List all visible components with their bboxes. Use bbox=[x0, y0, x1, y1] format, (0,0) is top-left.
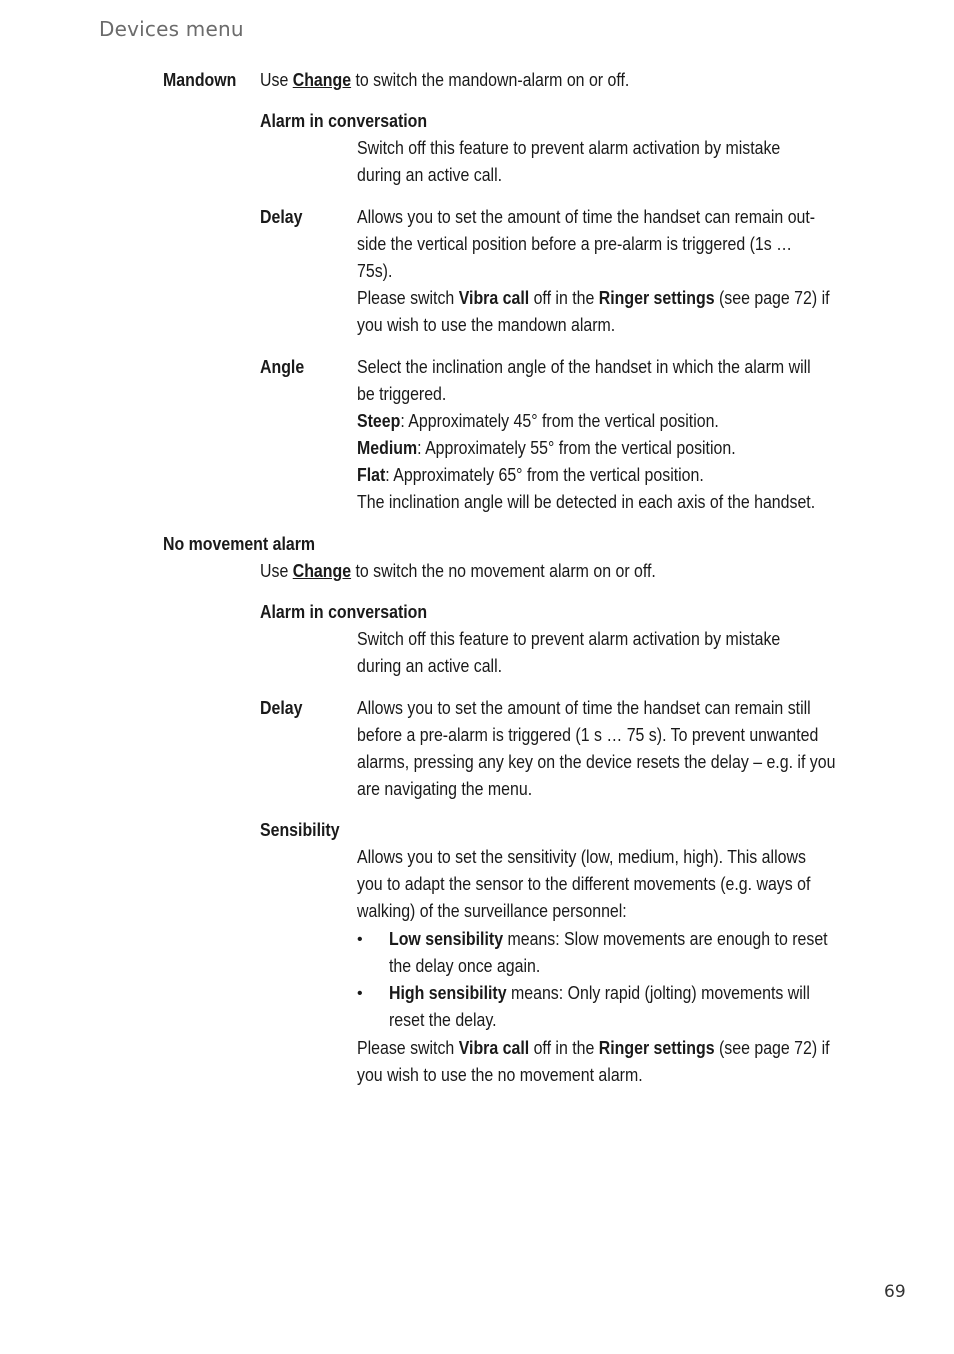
angle-medium bbox=[357, 434, 736, 461]
no-movement-intro bbox=[260, 557, 656, 584]
change-softkey: Change bbox=[292, 69, 352, 90]
angle-steep bbox=[357, 407, 719, 434]
high-sensibility-item bbox=[389, 979, 810, 1006]
flat-text: : Approximately 65° from the vertical position. bbox=[385, 464, 704, 485]
intro-use: Use bbox=[260, 69, 293, 90]
paragraph-line: during an active call. bbox=[357, 164, 503, 185]
paragraph-line: Allows you to set the amount of time the handset can remain out- bbox=[357, 206, 816, 227]
sensibility-label: Sensibility bbox=[260, 819, 340, 840]
ringer-note bbox=[357, 284, 830, 311]
low-sensibility-text: means: Slow movements are enough to reset bbox=[503, 928, 828, 949]
note-text: (see page 72) if bbox=[714, 1037, 830, 1058]
high-sensibility-term: High sensibility bbox=[389, 982, 507, 1003]
paragraph-line: reset the delay. bbox=[389, 1009, 497, 1030]
ringer-note bbox=[357, 1034, 830, 1061]
paragraph-line: you wish to use the mandown alarm. bbox=[357, 314, 616, 335]
steep-term: Steep bbox=[357, 410, 401, 431]
paragraph-line: the delay once again. bbox=[389, 955, 541, 976]
intro-rest: to switch the mandown-alarm on or off. bbox=[351, 69, 630, 90]
delay-label: Delay bbox=[260, 206, 303, 227]
paragraph-line: be triggered. bbox=[357, 383, 447, 404]
page-number: 69 bbox=[884, 1282, 906, 1302]
angle-flat bbox=[357, 461, 704, 488]
mandown-label: Mandown bbox=[163, 69, 237, 90]
mandown-intro bbox=[260, 66, 629, 93]
alarm-in-conversation-heading: Alarm in conversation bbox=[260, 601, 428, 622]
ringer-settings-term: Ringer settings bbox=[598, 287, 715, 308]
alarm-in-conversation-heading: Alarm in conversation bbox=[260, 110, 428, 131]
vibra-call-term: Vibra call bbox=[458, 287, 530, 308]
paragraph-line: Switch off this feature to prevent alarm activation by mistake bbox=[357, 137, 781, 158]
intro-use: Use bbox=[260, 560, 293, 581]
steep-text: : Approximately 45° from the vertical position. bbox=[400, 410, 719, 431]
paragraph-line: Switch off this feature to prevent alarm activation by mistake bbox=[357, 628, 781, 649]
paragraph-line: are navigating the menu. bbox=[357, 778, 533, 799]
angle-label: Angle bbox=[260, 356, 305, 377]
note-text: Please switch bbox=[357, 287, 459, 308]
paragraph-line: alarms, pressing any key on the device resets the delay – e.g. if you bbox=[357, 751, 836, 772]
medium-term: Medium bbox=[357, 437, 418, 458]
note-text: off in the bbox=[529, 1037, 599, 1058]
high-sensibility-text: means: Only rapid (jolting) movements will bbox=[506, 982, 810, 1003]
paragraph-line: Select the inclination angle of the handset in which the alarm will bbox=[357, 356, 811, 377]
bullet-icon: • bbox=[357, 931, 363, 948]
note-text: (see page 72) if bbox=[714, 287, 830, 308]
paragraph-line: Allows you to set the amount of time the handset can remain still bbox=[357, 697, 811, 718]
paragraph-line: before a pre-alarm is triggered (1 s … 75 s). To prevent unwanted bbox=[357, 724, 819, 745]
low-sensibility-term: Low sensibility bbox=[389, 928, 504, 949]
note-text: off in the bbox=[529, 287, 599, 308]
paragraph-line: side the vertical position before a pre-alarm is triggered (1s … bbox=[357, 233, 793, 254]
paragraph-line: you wish to use the no movement alarm. bbox=[357, 1064, 643, 1085]
delay-label: Delay bbox=[260, 697, 303, 718]
paragraph-line: during an active call. bbox=[357, 655, 503, 676]
paragraph-line: you to adapt the sensor to the different movements (e.g. ways of bbox=[357, 873, 811, 894]
bullet-icon: • bbox=[357, 985, 363, 1002]
change-softkey: Change bbox=[292, 560, 352, 581]
ringer-settings-term: Ringer settings bbox=[598, 1037, 715, 1058]
page-header: Devices menu bbox=[99, 17, 244, 41]
note-text: Please switch bbox=[357, 1037, 459, 1058]
intro-rest: to switch the no movement alarm on or off. bbox=[351, 560, 656, 581]
paragraph-line: 75s). bbox=[357, 260, 393, 281]
low-sensibility-item bbox=[389, 925, 828, 952]
paragraph-line: walking) of the surveillance personnel: bbox=[357, 900, 627, 921]
paragraph-line: The inclination angle will be detected in each axis of the handset. bbox=[357, 491, 816, 512]
medium-text: : Approximately 55° from the vertical position. bbox=[417, 437, 736, 458]
paragraph-line: Allows you to set the sensitivity (low, medium, high). This allows bbox=[357, 846, 806, 867]
no-movement-label: No movement alarm bbox=[163, 533, 316, 554]
vibra-call-term: Vibra call bbox=[458, 1037, 530, 1058]
flat-term: Flat bbox=[357, 464, 386, 485]
